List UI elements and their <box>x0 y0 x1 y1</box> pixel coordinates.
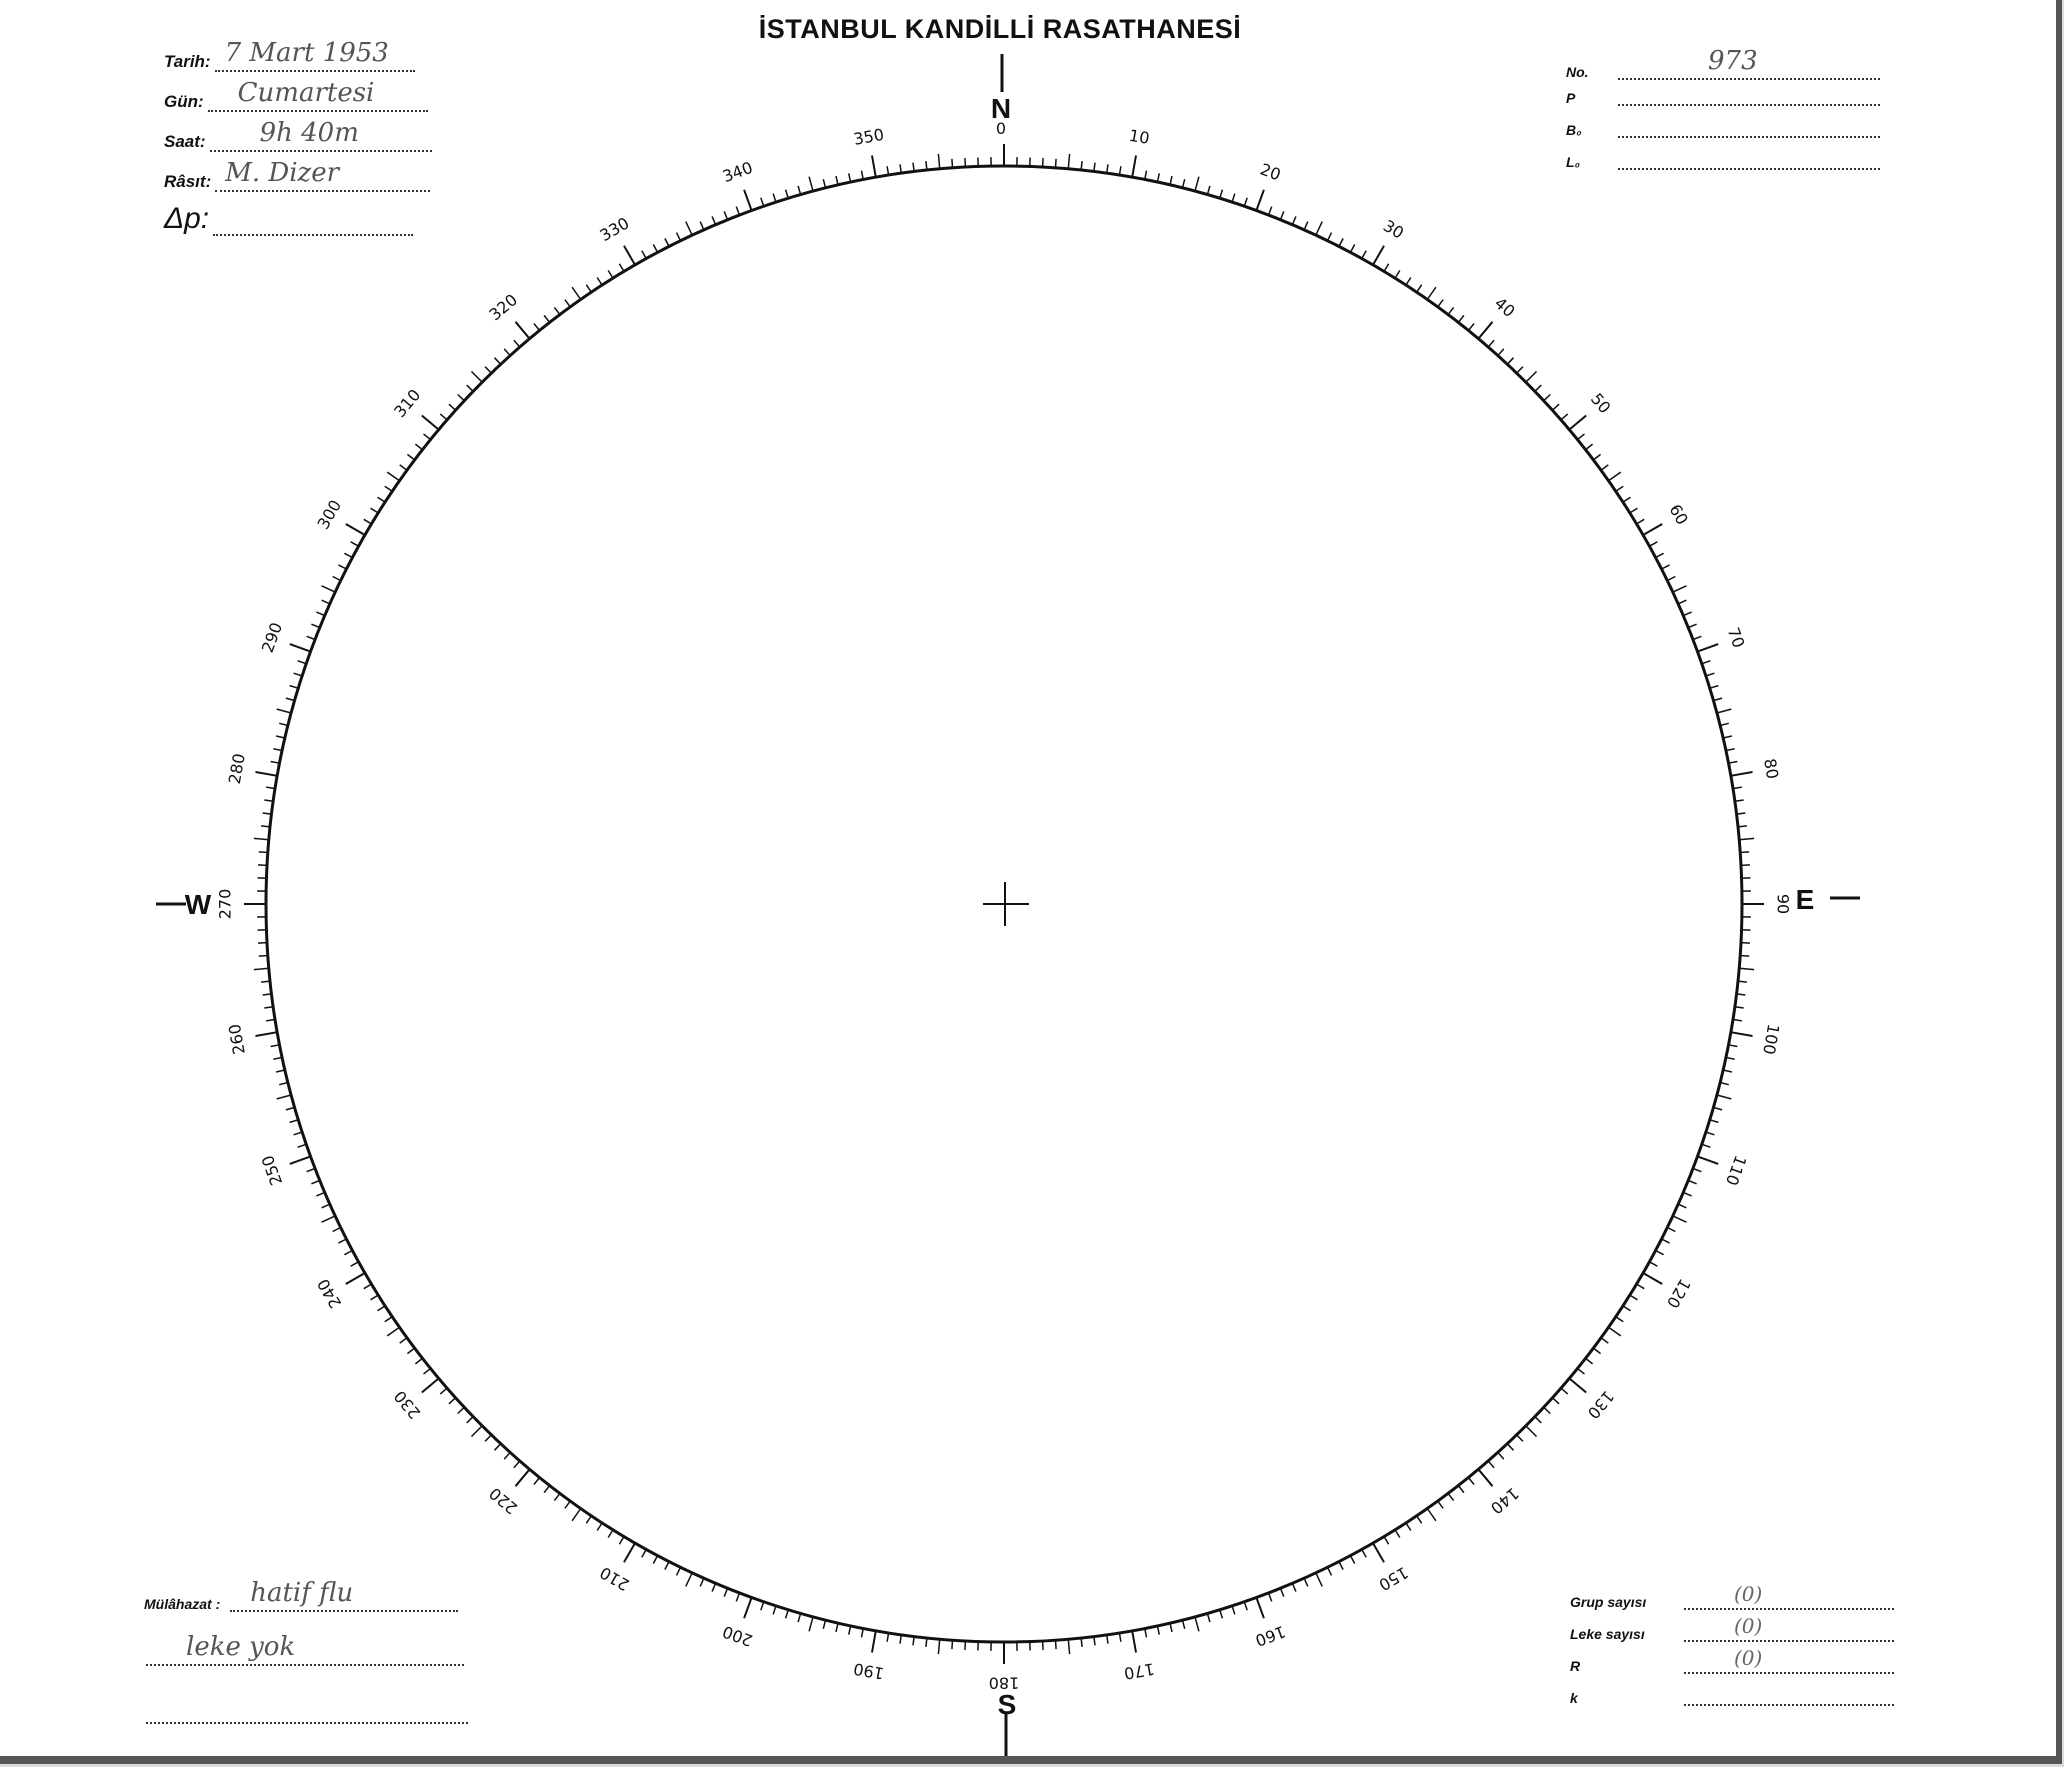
r-value: (0) <box>1734 1646 1763 1670</box>
degree-label: 300 <box>313 496 346 533</box>
degree-tick <box>809 177 813 191</box>
degree-label: 130 <box>1583 1386 1618 1423</box>
degree-tick <box>1698 644 1719 652</box>
degree-tick <box>1132 156 1136 178</box>
degree-tick <box>1427 1509 1436 1521</box>
degree-label: 220 <box>485 1483 522 1518</box>
degree-tick <box>1373 1543 1384 1562</box>
degree-label: 140 <box>1486 1483 1523 1518</box>
spot-count-value: (0) <box>1734 1614 1763 1638</box>
degree-label: 350 <box>852 124 886 149</box>
degree-tick <box>472 1426 483 1437</box>
b0-label: B₀ <box>1566 122 1582 138</box>
group-count-field <box>1570 1582 1894 1610</box>
degree-tick <box>422 416 439 430</box>
degree-tick <box>387 1327 399 1336</box>
degree-tick <box>1195 177 1199 191</box>
degree-tick <box>1256 1598 1264 1619</box>
p-label: P <box>1566 90 1576 106</box>
degree-tick <box>277 709 291 713</box>
degree-tick <box>322 1216 336 1222</box>
degree-tick <box>1717 709 1731 713</box>
degree-label: 330 <box>596 213 633 246</box>
degree-tick <box>1195 1617 1199 1631</box>
degree-label: 280 <box>224 752 249 786</box>
observer-label: Râsıt: <box>164 172 212 191</box>
degree-tick <box>472 372 483 383</box>
degree-label: 210 <box>596 1562 633 1595</box>
degree-label: 150 <box>1375 1562 1412 1595</box>
degree-tick <box>1373 246 1384 265</box>
degree-tick <box>1526 372 1537 383</box>
remarks-field-3 <box>146 1688 468 1724</box>
degree-tick <box>516 1469 530 1486</box>
degree-tick <box>624 1543 635 1562</box>
west-label: W <box>184 889 212 920</box>
degree-tick <box>1526 1426 1537 1437</box>
remarks-field <box>144 1576 458 1612</box>
degree-tick <box>1068 154 1069 169</box>
degree-label: 230 <box>390 1386 425 1423</box>
degree-label: 340 <box>719 157 756 187</box>
remarks-line-1[interactable] <box>230 1576 458 1612</box>
degree-tick <box>938 154 939 169</box>
degree-tick <box>1609 1327 1621 1336</box>
degree-label: 260 <box>224 1022 249 1056</box>
degree-label: 250 <box>257 1152 287 1189</box>
degree-tick <box>1643 524 1662 535</box>
degree-tick <box>1068 1639 1069 1654</box>
remarks-field-2 <box>146 1630 464 1666</box>
degree-tick <box>290 1156 311 1164</box>
degree-label: 160 <box>1252 1621 1289 1651</box>
degree-tick <box>1717 1095 1731 1099</box>
day-label: Gün: <box>164 92 204 111</box>
k-field <box>1570 1678 1894 1706</box>
degree-tick <box>254 838 269 839</box>
degree-label: 100 <box>1759 1022 1784 1056</box>
degree-tick <box>322 586 336 592</box>
degree-tick <box>1427 287 1436 299</box>
east-label: E <box>1795 884 1815 915</box>
degree-label: 190 <box>852 1659 886 1684</box>
degree-tick <box>1132 1631 1136 1653</box>
degree-label: 180 <box>988 1673 1020 1693</box>
remarks-line-3[interactable] <box>146 1688 468 1724</box>
degree-tick <box>1316 1573 1322 1587</box>
group-count-value: (0) <box>1734 1582 1763 1606</box>
group-count-label: Grup sayısı <box>1570 1594 1647 1610</box>
number-label: No. <box>1566 64 1589 80</box>
degree-tick <box>1731 1032 1753 1036</box>
degree-tick <box>686 222 692 236</box>
degree-label: 110 <box>1721 1152 1751 1189</box>
degree-label: 170 <box>1122 1659 1156 1684</box>
degree-tick <box>1256 190 1264 211</box>
time-value: 9h 40m <box>259 118 359 148</box>
degree-tick <box>1569 1378 1586 1392</box>
north-label: N <box>990 93 1012 124</box>
delta-p-label: Δp: <box>164 202 210 235</box>
degree-tick <box>1316 222 1322 236</box>
degree-label: 270 <box>215 888 235 920</box>
degree-label: 120 <box>1662 1275 1695 1312</box>
degree-tick <box>1673 1216 1687 1222</box>
degree-tick <box>572 1509 581 1521</box>
degree-tick <box>256 772 278 776</box>
spot-count-label: Leke sayısı <box>1570 1626 1645 1642</box>
degree-label: 40 <box>1490 293 1519 322</box>
degree-label: 80 <box>1760 757 1783 781</box>
degree-tick <box>872 156 876 178</box>
page-title: İSTANBUL KANDİLLİ RASATHANESİ <box>758 14 1242 44</box>
degree-tick <box>254 968 269 969</box>
remarks-value-1: hatif flu <box>250 1578 354 1608</box>
degree-tick <box>277 1095 291 1099</box>
k-label: k <box>1570 1690 1578 1706</box>
degree-tick <box>290 644 311 652</box>
degree-tick <box>938 1639 939 1654</box>
degree-tick <box>1478 1469 1492 1486</box>
degree-label: 310 <box>390 385 425 422</box>
number-value: 973 <box>1708 46 1758 76</box>
degree-tick <box>1698 1156 1719 1164</box>
degree-tick <box>572 287 581 299</box>
degree-tick <box>1478 322 1492 339</box>
degree-tick <box>1739 968 1754 969</box>
remarks-label: Mülâhazat : <box>144 1596 221 1612</box>
degree-tick <box>1569 416 1586 430</box>
group-count-line[interactable] <box>1684 1582 1894 1610</box>
r-line[interactable] <box>1684 1646 1894 1674</box>
l0-label: L₀ <box>1566 154 1581 170</box>
degree-label: 290 <box>257 619 287 656</box>
spot-count-field <box>1570 1614 1894 1642</box>
degree-tick <box>809 1617 813 1631</box>
degree-label: 60 <box>1665 500 1692 529</box>
degree-tick <box>744 190 752 211</box>
degree-label: 70 <box>1723 624 1749 651</box>
degree-tick <box>1731 772 1753 776</box>
k-line[interactable] <box>1684 1678 1894 1706</box>
degree-label: 20 <box>1257 159 1284 185</box>
degree-tick <box>422 1378 439 1392</box>
date-label: Tarih: <box>164 52 211 71</box>
degree-label: 30 <box>1379 216 1408 243</box>
degree-tick <box>1739 838 1754 839</box>
r-label: R <box>1570 1658 1581 1674</box>
r-field <box>1570 1646 1894 1674</box>
degree-tick <box>686 1573 692 1587</box>
degree-tick <box>624 246 635 265</box>
spot-count-line[interactable] <box>1684 1614 1894 1642</box>
degree-tick <box>744 1598 752 1619</box>
degree-tick <box>256 1032 278 1036</box>
degree-tick <box>1673 586 1687 592</box>
degree-tick <box>516 322 530 339</box>
degree-tick <box>346 524 365 535</box>
degree-label: 200 <box>719 1621 756 1651</box>
degree-tick <box>872 1631 876 1653</box>
degree-tick <box>387 472 399 481</box>
degree-label: 320 <box>485 290 522 325</box>
north-zero-label: 0 <box>995 119 1007 138</box>
degree-label: 10 <box>1127 125 1151 148</box>
date-value: 7 Mart 1953 <box>224 38 389 68</box>
observer-value: M. Dizer <box>225 158 340 188</box>
degree-tick <box>346 1273 365 1284</box>
time-label: Saat: <box>164 132 206 151</box>
degree-label: 240 <box>313 1275 346 1312</box>
degree-tick <box>1643 1273 1662 1284</box>
day-value: Cumartesi <box>237 78 375 108</box>
remarks-value-2: leke yok <box>186 1632 296 1662</box>
south-label: S <box>997 1689 1017 1720</box>
degree-tick <box>1609 472 1621 481</box>
degree-label: 90 <box>1773 893 1793 915</box>
remarks-line-2[interactable] <box>146 1630 464 1666</box>
degree-label: 50 <box>1586 389 1615 418</box>
